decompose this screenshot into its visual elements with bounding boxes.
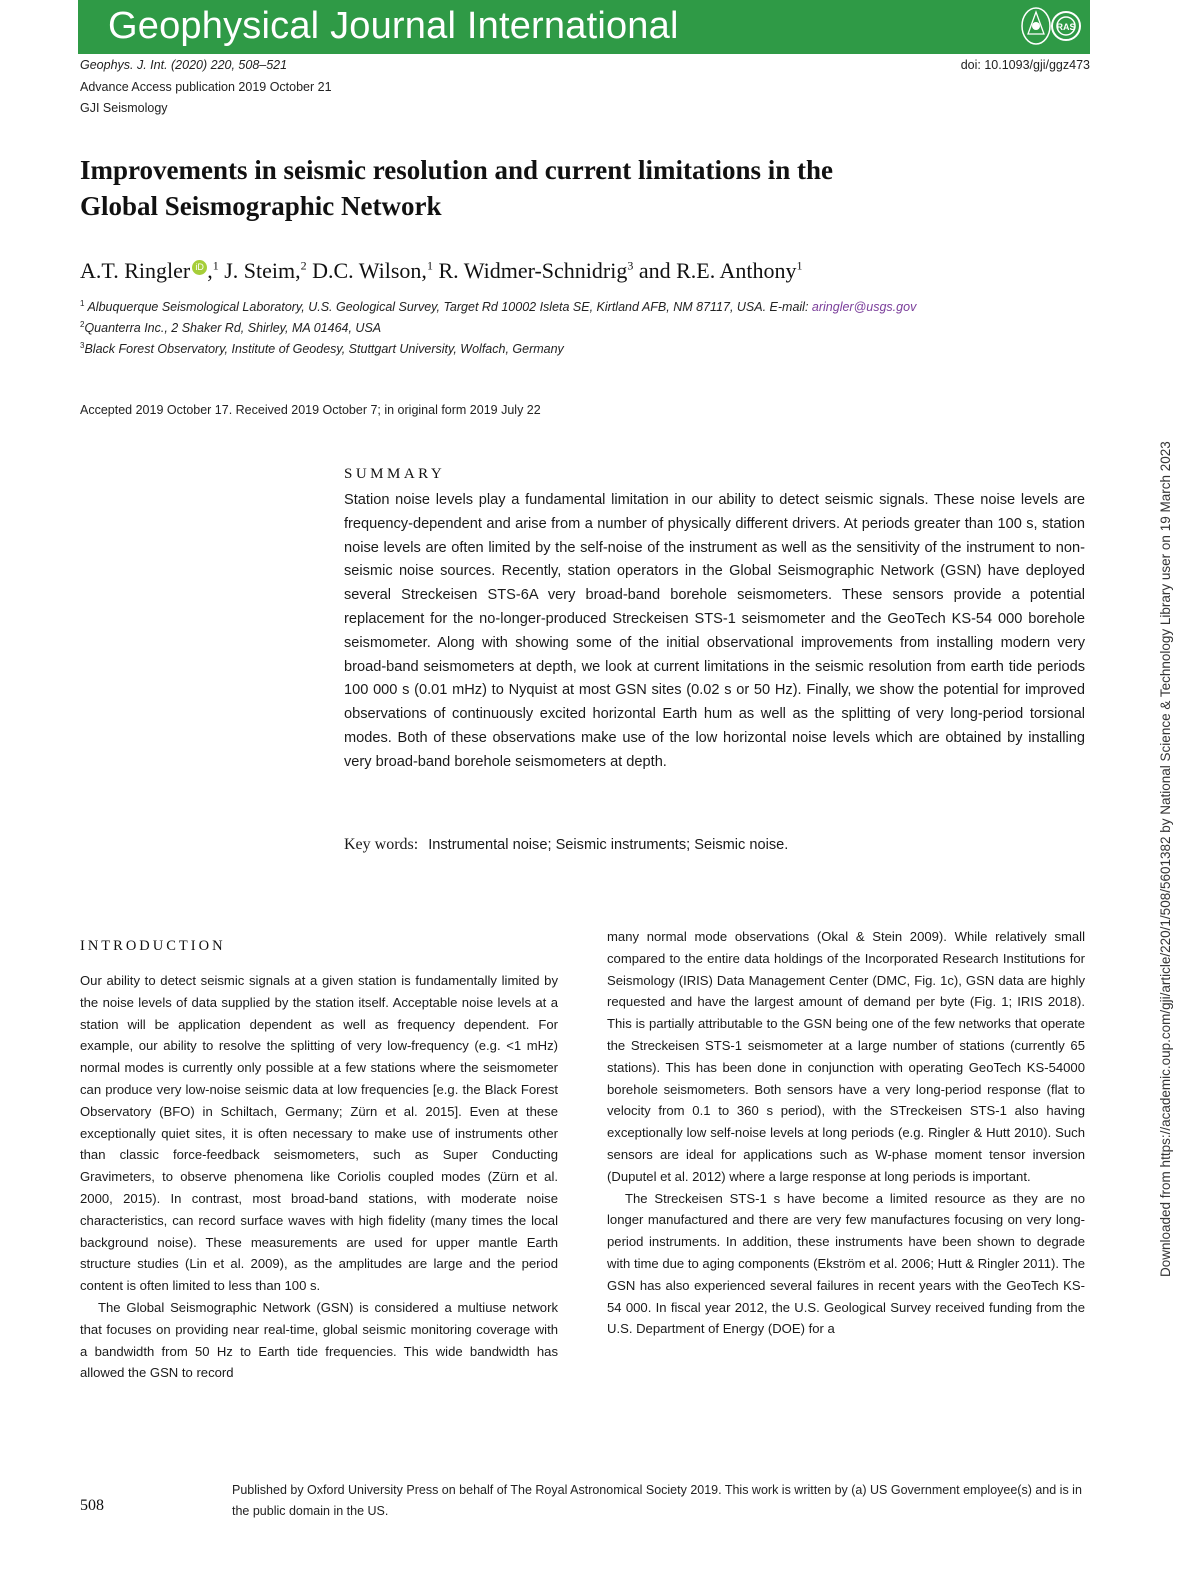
affiliation-text: Quanterra Inc., 2 Shaker Rd, Shirley, MA 01464, USA [84, 321, 382, 336]
author-name[interactable]: A.T. Ringler [80, 258, 191, 283]
publisher-note: Published by Oxford University Press on behalf of The Royal Astronomical Society 2019. This work is written by (a) US Government employee(s) and is in the public domain in the US. [232, 1483, 1082, 1518]
article-title [80, 152, 1080, 224]
keywords [344, 836, 788, 854]
paragraph: many normal mode observations (Okal & Stein 2009). While relatively small compared to the entire data holdings of the Incorporated Research Institutions for Seismology (IRIS) Data Management Center (DMC, Fig. 1c), GSN data are highly requested and have the largest amount of demand per byte (Fig. 1; IRIS 2018). This is partially attributable to the GSN being one of the few networks that operate the Streckeisen STS-1 seismometer at a large number of stations (currently 65 stations). This has been done in conjunction with operating GeoTech KS-54000 borehole seismometers. Both sensors have a very long-period response (flat to velocity from 0.1 to 360 s period), with the STreckeisen STS-1 also having exceptionally low self-noise levels at long periods (e.g. Ringler & Hutt 2010). Such sensors are ideal for applications such as W-phase moment tensor inversion (Duputel et al. 2012) where a large response at long periods is important. [607, 929, 1085, 1184]
affiliation-mark: 1 [80, 299, 85, 308]
download-watermark: Downloaded from https://academic.oup.com/gji/article/220/1/508/5601382 by National Science & Technology Library user on 19 March 2023 [1158, 441, 1173, 1277]
doi-link[interactable]: doi: 10.1093/gji/ggz473 [960, 58, 1090, 72]
affiliation [80, 299, 916, 314]
journal-section: GJI Seismology [80, 101, 168, 115]
paragraph: The Streckeisen STS-1 s have become a limited resource as they are no longer manufactured and there are very few manufactures focusing on very long-period instruments. In addition, these instruments have been shown to degrade with time due to aging components (Ekström et al. 2006; Hutt & Ringler 2011). The GSN has also experienced several failures in recent years with the GeoTech KS-54 000. In fiscal year 2012, the U.S. Geological Survey received funding from the U.S. Department of Energy (DOE) for a [607, 1190, 1085, 1337]
society-seal-icon [1014, 4, 1084, 48]
seal-text: RAS [1056, 22, 1076, 32]
title-line-2: Global Seismographic Network [80, 191, 442, 221]
author-name[interactable]: and R.E. Anthony [638, 258, 797, 283]
received-accepted-dates: Accepted 2019 October 17. Received 2019 October 7; in original form 2019 July 22 [80, 403, 541, 417]
body-column-left [80, 970, 558, 1384]
author-affiliation-mark: 2 [300, 258, 307, 273]
affiliation-mark: 2 [80, 320, 85, 329]
journal-banner [78, 0, 1090, 54]
author-affiliation-mark: 1 [426, 258, 433, 273]
author-name[interactable]: D.C. Wilson, [312, 258, 427, 283]
author-name[interactable]: R. Widmer-Schnidrig [438, 258, 628, 283]
author-list: A.T. Ringler iD ,$^1$ J. Steim,$^2$ D.C. Wilson,$^1$ R. Widmer-Schnidrig$^3$ and R.E. Anthony$^1$ [80, 258, 803, 283]
affiliation-text: Black Forest Observatory, Institute of Geodesy, Stuttgart University, Wolfach, Germany [84, 342, 564, 357]
affiliation-text: Albuquerque Seismological Laboratory, U.S. Geological Survey, Target Rd 10002 Isleta SE, Kirtland AFB, NM 87117, USA. E-mail: [87, 300, 812, 315]
author-email-link[interactable]: aringler@usgs.gov [811, 300, 917, 315]
orcid-icon[interactable]: iD [192, 260, 207, 275]
affiliation [80, 341, 564, 356]
advance-access-date: Advance Access publication 2019 October 21 [80, 80, 332, 94]
body-column-right [607, 926, 1085, 1340]
keywords-label: Key words: [344, 836, 419, 853]
paragraph: Our ability to detect seismic signals at a given station is fundamentally limited by the noise levels of data supplied by the station itself. Acceptable noise levels at a station will be application dependent as well as frequency dependent. For example, our ability to resolve the splitting of very low-frequency (e.g. <1 mHz) normal modes is currently only possible at a few stations where the seismometer can produce very low-noise seismic data at low frequencies [e.g. the Black Forest Observatory (BFO) in Schiltach, Germany; Zürn et al. 2015]. Even at these exceptionally quiet sites, it is often necessary to make use of instruments other than classic force-feedback seismometers, such as Super Conducting Gravimeters, to observe phenomena like Coriolis coupled modes (Zürn et al. 2000, 2015). In contrast, most broad-band stations, with moderate noise characteristics, can record surface waves with high fidelity (many times the local background noise). These measurements are used for upper mantle Earth structure studies (Lin et al. 2009), as the amplitudes are large and the period content is often limited to less than 100 s. [80, 973, 558, 1294]
citation: Geophys. J. Int. (2020) 220, 508–521 [80, 58, 288, 72]
journal-title: Geophysical Journal International [108, 5, 679, 47]
title-line-1: Improvements in seismic resolution and current limitations in the [80, 155, 834, 185]
affiliation-mark: 3 [80, 341, 85, 350]
affiliation [80, 320, 381, 335]
author-affiliation-mark: 1 [212, 258, 219, 273]
author-name[interactable]: J. Steim, [224, 258, 301, 283]
summary-heading: SUMMARY [344, 466, 446, 482]
author-affiliation-mark: 1 [796, 258, 803, 273]
keywords-list: Instrumental noise; Seismic instruments; Seismic noise. [428, 837, 789, 853]
introduction-heading: INTRODUCTION [80, 938, 226, 954]
page-number: 508 [80, 1497, 104, 1514]
summary-abstract: Station noise levels play a fundamental limitation in our ability to detect seismic signals. These noise levels are frequency-dependent and arise from a number of physically different drivers. At periods greater than 100 s, station noise levels are often limited by the self-noise of the instrument as well as the sensitivity of the instrument to non-seismic noise sources. Recently, station operators in the Global Seismographic Network (GSN) have deployed several Streckeisen STS-6A very broad-band borehole seismometers. These sensors provide a potential replacement for the no-longer-produced Streckeisen STS-1 seismometer and the GeoTech KS-54 000 borehole seismometer. Along with showing some of the initial observational improvements from installing modern very broad-band seismometers at depth, we look at current limitations in the seismic resolution from earth tide periods 100 000 s (0.01 mHz) to Nyquist at most GSN sites (0.02 s or 50 Hz). Finally, we show the potential for improved observations of continuously excited horizontal Earth hum as well as the splitting of very long-period torsional modes. Both of these observations make use of the low horizontal noise levels which are obtained by installing very broad-band borehole seismometers at depth. [344, 492, 1085, 770]
author-affiliation-mark: 3 [627, 258, 634, 273]
paragraph: The Global Seismographic Network (GSN) is considered a multiuse network that focuses on providing near real-time, global seismic monitoring coverage with a bandwidth from 50 Hz to Earth tide frequencies. This wide bandwidth has allowed the GSN to record [80, 1299, 558, 1381]
